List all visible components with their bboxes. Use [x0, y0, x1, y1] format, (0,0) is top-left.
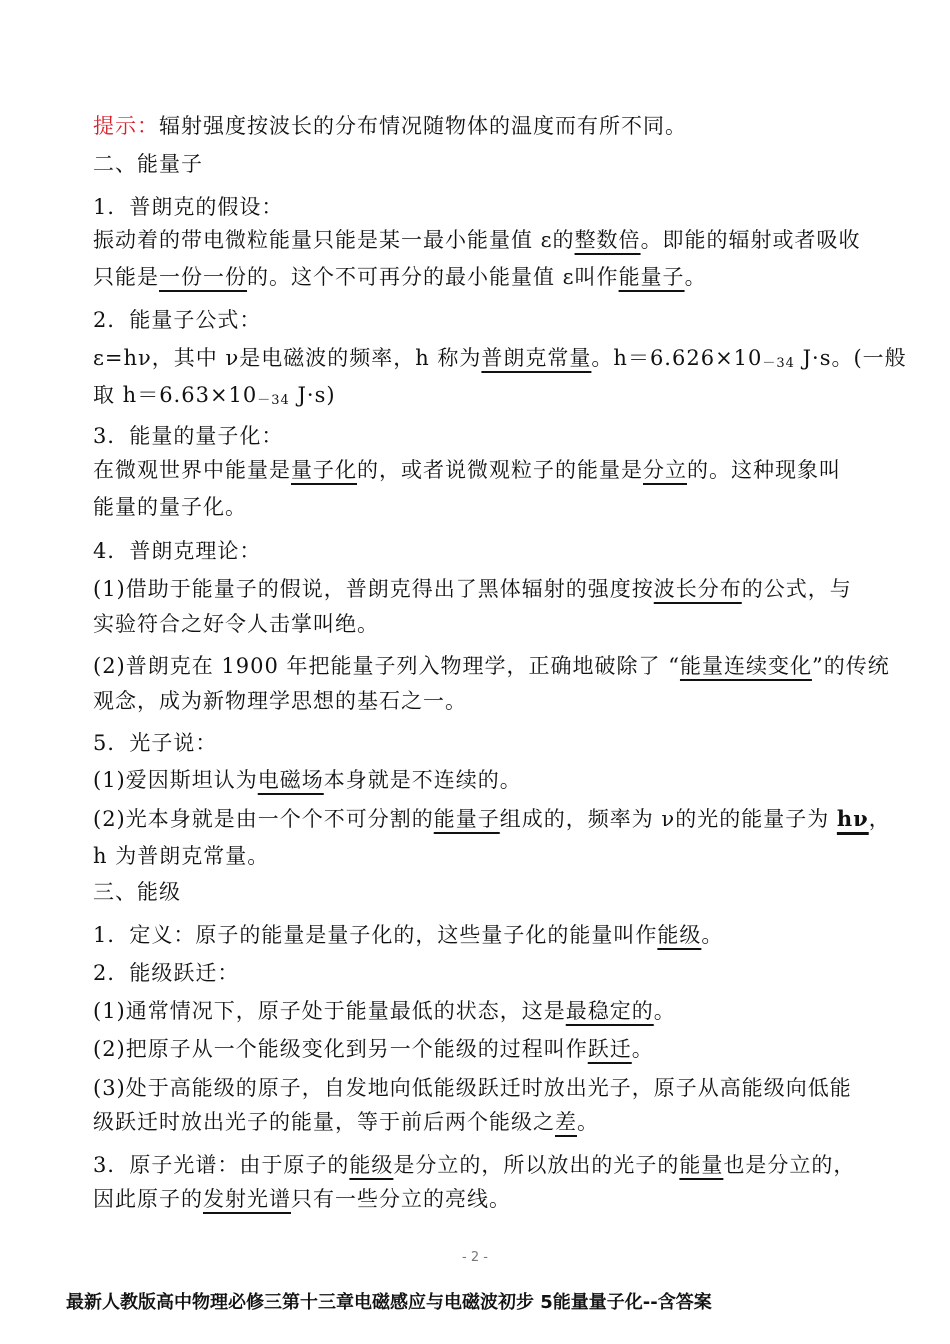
blank-answer: 最稳定的	[565, 999, 654, 1023]
p1-title: 1．普朗克的假设：	[93, 195, 284, 219]
s3-p3-line1: 3．原子光谱：由于原子的能级是分立的，所以放出的光子的能量也是分立的，	[93, 1153, 856, 1177]
s3-p2-title: 2．能级跃迁：	[93, 961, 240, 985]
hint-text: 辐射强度按波长的分布情况随物体的温度而有所不同。	[159, 114, 687, 138]
p1-line1: 振动着的带电微粒能量只能是某一最小能量值 ε的整数倍。即能的辐射或者吸收	[93, 228, 861, 252]
blank-answer: 跃迁	[587, 1037, 632, 1061]
p3-line1: 在微观世界中能量是量子化的，或者说微观粒子的能量是分立的。这种现象叫	[93, 458, 841, 482]
blank-answer: 差	[555, 1110, 577, 1134]
blank-answer: 能量	[679, 1153, 724, 1177]
s3-p2-c-line1: (3)处于高能级的原子，自发地向低能级跃迁时放出光子，原子从高能级向低能	[93, 1076, 852, 1100]
s3-p2-c-line2: 级跃迁时放出光子的能量，等于前后两个能级之差。	[93, 1110, 599, 1134]
blank-answer: hν	[836, 806, 869, 831]
blank-answer: 能量连续变化	[679, 654, 812, 678]
blank-answer: 能量子	[618, 265, 685, 289]
blank-answer: 分立	[643, 458, 687, 482]
s3-p1: 1．定义：原子的能量是量子化的，这些量子化的能量叫作能级。	[93, 923, 724, 947]
p2-line1: ε=hν，其中 ν是电磁波的频率，h 称为普朗克常量。h＝6.626×10－34 J·s。(一般	[93, 346, 907, 371]
hint-label: 提示：	[93, 114, 159, 138]
p5-b-line1: (2)光本身就是由一个个不可分割的能量子组成的，频率为 ν的光的能量子为 hν，	[93, 806, 891, 831]
blank-answer: 一份一份	[159, 265, 247, 289]
blank-answer: 量子化	[291, 458, 357, 482]
blank-answer: 能级	[657, 923, 702, 947]
blank-answer: 普朗克常量	[481, 346, 592, 370]
p2-line2: 取 h＝6.63×10－34 J·s)	[93, 383, 336, 408]
p4-a-line1: (1)借助于能量子的假说，普朗克得出了黑体辐射的强度按波长分布的公式，与	[93, 577, 852, 601]
document-footer-title: 最新人教版高中物理必修三第十三章电磁感应与电磁波初步 5能量量子化--含答案	[66, 1292, 712, 1313]
p5-title: 5．光子说：	[93, 731, 218, 755]
s3-p2-b: (2)把原子从一个能级变化到另一个能级的过程叫作跃迁。	[93, 1037, 654, 1061]
p2-title: 2．能量子公式：	[93, 308, 262, 332]
s3-p2-a: (1)通常情况下，原子处于能量最低的状态，这是最稳定的。	[93, 999, 676, 1023]
p4-title: 4．普朗克理论：	[93, 539, 262, 563]
p4-a-line2: 实验符合之好令人击掌叫绝。	[93, 612, 379, 636]
blank-answer: 波长分布	[653, 577, 742, 601]
p4-b-line1: (2)普朗克在 1900 年把能量子列入物理学，正确地破除了 “能量连续变化”的传统	[93, 654, 890, 678]
p3-line2: 能量的量子化。	[93, 495, 247, 519]
s3-p3-line2: 因此原子的发射光谱只有一些分立的亮线。	[93, 1187, 511, 1211]
p5-a-line1: (1)爱因斯坦认为电磁场本身就是不连续的。	[93, 768, 522, 792]
blank-answer: 整数倍	[574, 228, 641, 252]
blank-answer: 发射光谱	[203, 1187, 291, 1211]
section-heading-2: 二、能量子	[93, 152, 203, 176]
blank-answer: 能级	[349, 1153, 394, 1177]
p4-b-line2: 观念，成为新物理学思想的基石之一。	[93, 689, 467, 713]
blank-answer: 能量子	[433, 807, 500, 831]
p3-title: 3．能量的量子化：	[93, 424, 284, 448]
p5-b-line2: h 为普朗克常量。	[93, 844, 270, 868]
hint-line	[93, 111, 687, 141]
section-heading-3: 三、能级	[93, 880, 181, 904]
blank-answer: 电磁场	[257, 768, 324, 792]
page-number: - 2 -	[462, 1250, 488, 1265]
p1-line2: 只能是一份一份的。这个不可再分的最小能量值 ε叫作能量子。	[93, 265, 707, 289]
